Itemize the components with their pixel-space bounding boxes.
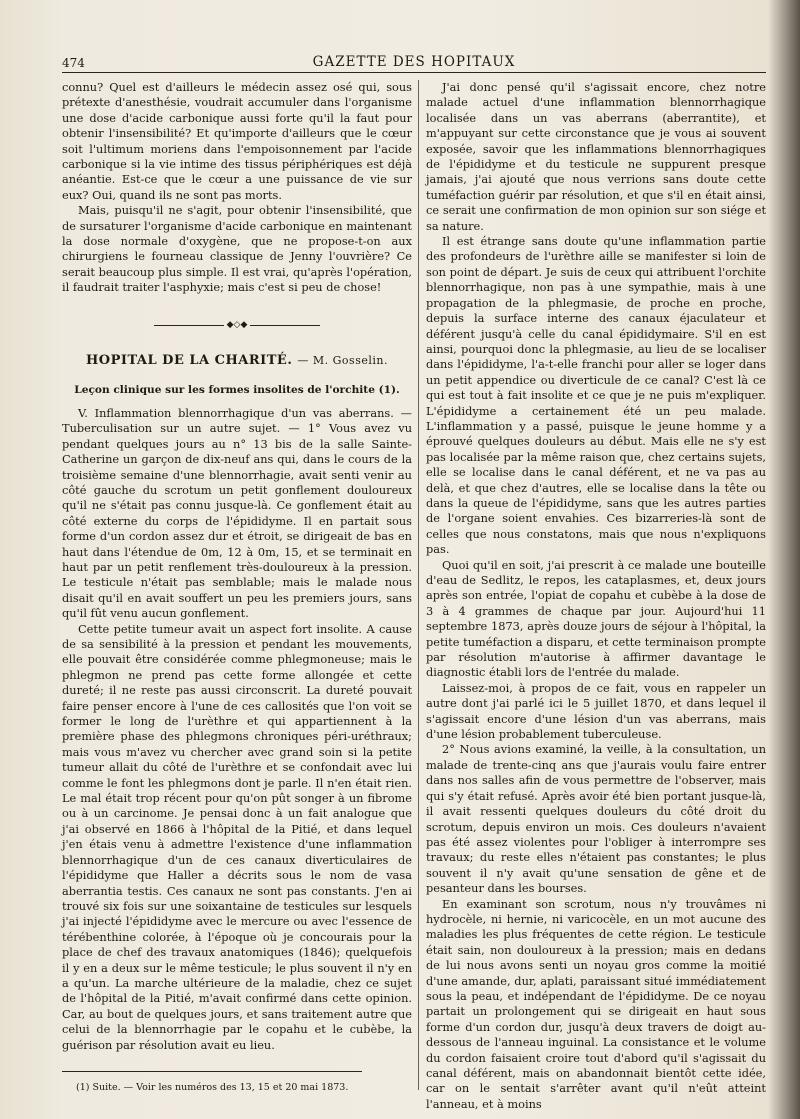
hospital-title: HOPITAL DE LA CHARITÉ. [86, 353, 293, 369]
divider-line-right [250, 325, 320, 326]
left-paragraph-3: V. Inflammation blennorrhagique d'un vas aberrans. — Tuberculisation sur un autre sujet. — 1° Vous avez vu pendant quelques jours au n° 13 bis de la salle Sainte-Catherine un garçon de dix-neuf ans qui, dans le cours de la troisième semaine d'une blennorrhagie, avait senti venir au côté gauche du scrotum un petit gonflement douloureux qu'il ne s'était pas connu jusque-là. Ce gonflement était au côté externe du corps de l'épididyme. Il en partait sous forme d'un cordon assez dur et étroit, se dirigeait de bas en haut dans l'étendue de 0m, 12 à 0m, 15, et se terminait en haut par un petit renflement très-douloureux à la pression. Le testicule n'était pas semblable; mais le malade nous disait qu'il en avait souffert un peu les premiers jours, sans qu'il fût venu aucun gonflement. [62, 405, 412, 621]
right-paragraph-3: Quoi qu'il en soit, j'ai prescrit à ce malade une bouteille d'eau de Sedlitz, le repos, les cataplasmes, et, deux jours après son entrée, l'opiat de copahu et cubèbe à la dose de 3 à 4 grammes de chaque par jour. Aujourd'hui 11 septembre 1873, après douze jours de séjour à l'hôpital, la petite tuméfaction a disparu, et cette terminaison prompte par résolution m'autorise à affirmer davantage le diagnostic établi lors de l'entrée du malade. [426, 557, 766, 680]
right-paragraph-1: J'ai donc pensé qu'il s'agissait encore, chez notre malade actuel d'une inflammation blennorrhagique localisée dans un vas aberrans (aberrantite), et m'appuyant sur cette circonstance que je vous ai souvent exposée, savoir que les inflammations blennorrhagiques de l'épididyme et du testicule ne suppurent presque jamais, j'ai ajouté que nous verrions sans doute cette tuméfaction guérir par résolution, et que s'il en était ainsi, ce serait une confirmation de mon opinion sur son siége et sa nature. [426, 80, 766, 233]
section-divider [62, 318, 412, 333]
running-title: GAZETTE DES HOPITAUX [312, 54, 516, 70]
divider-ornament-icon: ◆◇◆ [226, 319, 248, 330]
page-number: 474 [62, 56, 85, 70]
left-paragraph-4: Cette petite tumeur avait un aspect fort insolite. A cause de sa sensibilité à la pression et pendant les mouvements, elle pouvait être considérée comme phlegmoneuse; mais le phlegmon ne prend pas cette forme allongée et cette dureté; il ne reste pas aussi circonscrit. La dureté pouvait faire penser encore à l'une de ces callosités que l'on voit se former le long de l'urèthre et qui appartiennent à la première phase des phlegmons chroniques péri-uréthraux; mais vous m'avez vu chercher avec grand soin si la petite tumeur allait du côté de l'urèthre et se confondait avec lui comme le font les phlegmons dont je parle. Il n'en était rien. Le mal était trop récent pour qu'on pût songer à un fibrome ou à un carcinome. Je pensai donc à un fait analogue que j'ai observé en 1866 à l'hôpital de la Pitié, et dans lequel j'en étais venu à admettre l'existence d'une inflammation blennorrhagique d'un de ces canaux diverticulaires de l'épididyme que Haller a décrits sous le nom de vasa aberrantia testis. Ces canaux ne sont pas constants. J'en ai trouvé six fois sur une soixantaine de testicules sur lesquels j'ai injecté l'épididyme avec le mercure ou avec l'essence de térébenthine colorée, à l'époque où je concourais pour la place de chef des travaux anatomiques (1846); quelquefois il y en a deux sur le même testicule; le plus souvent il n'y en a qu'un. La marche ultérieure de la maladie, chez ce sujet de l'hôpital de la Pitié, m'avait confirmé dans cette opinion. Car, au bout de quelques jours, et sans traitement autre que celui de la blennorrhagie par le copahu et le cubèbe, la guérison par résolution avait eu lieu. [62, 621, 412, 1052]
right-column [426, 80, 766, 1112]
right-paragraph-4: Laissez-moi, à propos de ce fait, vous en rappeler un autre dont j'ai parlé ici le 5 juillet 1870, et dans lequel il s'agissait encore d'une lésion d'un vas aberrans, mais d'une lésion probablement tuberculeuse. [426, 680, 766, 742]
footnote-rule [62, 1071, 362, 1072]
hospital-heading [62, 353, 412, 368]
right-paragraph-2: Il est étrange sans doute qu'une inflammation partie des profondeurs de l'urèthre aille se manifester si loin de son point de départ. Je suis de ceux qui attribuent l'orchite blennorrhagique, non pas à une sympathie, mais à une propagation de la phlegmasie, de proche en proche, depuis la surface interne des canaux éjaculateur et déférent jusqu'à celle du canal épididymaire. S'il en est ainsi, pourquoi donc la phlegmasie, au lieu de se localiser dans l'épididyme, l'a-t-elle franchi pour aller se loger dans un petit appendice ou diverticule de ce canal? C'est là ce qui est tout à fait insolite et ce que je ne puis m'expliquer. L'épididyme a certainement été un peu malade. L'inflammation y a passé, puisque le jeune homme y a éprouvé quelques douleurs au début. Mais elle ne s'y est pas localisée par la même raison que, chez certains sujets, elle se localise dans le canal déférent, et ne va pas au delà, et que chez d'autres, elle se localise dans la tête ou dans la queue de l'épididyme, sans que les autres parties de l'organe soient envahies. Ces bizarreries-là sont de celles que nous constatons, mais que nous n'expliquons pas. [426, 234, 766, 557]
page-header [62, 50, 766, 73]
professor-name: — M. Gosselin. [297, 354, 388, 368]
left-paragraph-1: connu? Quel est d'ailleurs le médecin assez osé qui, sous prétexte d'anesthésie, voudrait accumuler dans l'organisme une dose d'acide carbonique aussi forte qu'il la faut pour obtenir l'insensibilité? Et qu'importe d'ailleurs que le cœur soit l'ultimum moriens dans l'empoisonnement par l'acide carbonique si la vie intime des tissus périphériques est déjà anéantie. Est-ce que le cœur a une puissance de vie sur eux? Oui, quand ils ne sont pas morts. [62, 80, 412, 202]
right-paragraph-6: En examinant son scrotum, nous n'y trouvâmes ni hydrocèle, ni hernie, ni varicocèle, en un mot aucune des maladies les plus fréquentes de cette région. Le testicule était sain, non douloureux à la pression; mais en dedans de lui nous avons senti un noyau gros comme la moitié d'une amande, dur, aplati, paraissant situé immédiatement sous la peau, et indépendant de l'épididyme. De ce noyau partait un prolongement qui se dirigeait en haut sous forme d'un cordon dur, jusqu'à deux travers de doigt au-dessous de l'anneau inguinal. La consistance et le volume du cordon faisaient croire tout d'abord qu'il s'agissait du canal déférent, mais on abandonnait bientôt cette idée, car on le sentait s'arrêter avant qu'il n'eût atteint l'anneau, et à moins [426, 896, 766, 1111]
column-separator [418, 80, 419, 1090]
footnote: (1) Suite. — Voir les numéros des 13, 15 et 20 mai 1873. [76, 1081, 349, 1093]
lesson-title: Leçon clinique sur les formes insolites de l'orchite (1). [74, 383, 400, 396]
right-paragraph-5: 2° Nous avions examiné, la veille, à la consultation, un malade de trente-cinq ans que j'aurais voulu faire entrer dans nos salles afin de vous permettre de l'observer, mais qui s'y était refusé. Après avoir été bien portant jusque-là, il avait ressenti quelques douleurs du côté droit du scrotum, depuis environ un mois. Ces douleurs n'avaient pas été assez violentes pour l'obliger à interrompre ses travaux; du reste elles n'étaient pas constantes; le plus souvent il n'y avait qu'une sensation de gêne et de pesanteur dans les bourses. [426, 742, 766, 896]
left-paragraph-2: Mais, puisqu'il ne s'agit, pour obtenir l'insensibilité, que de sursaturer l'organisme d'acide carbonique en maintenant la dose normale d'oxygène, que ne propose-t-on aux chirurgiens le fourneau classique de Jenny l'ouvrière? Ce serait beaucoup plus simple. Il est vrai, qu'après l'opération, il faudrait traiter l'asphyxie; mais c'est si peu de chose! [62, 203, 412, 295]
left-column [62, 80, 412, 1095]
divider-line-left [154, 325, 224, 326]
